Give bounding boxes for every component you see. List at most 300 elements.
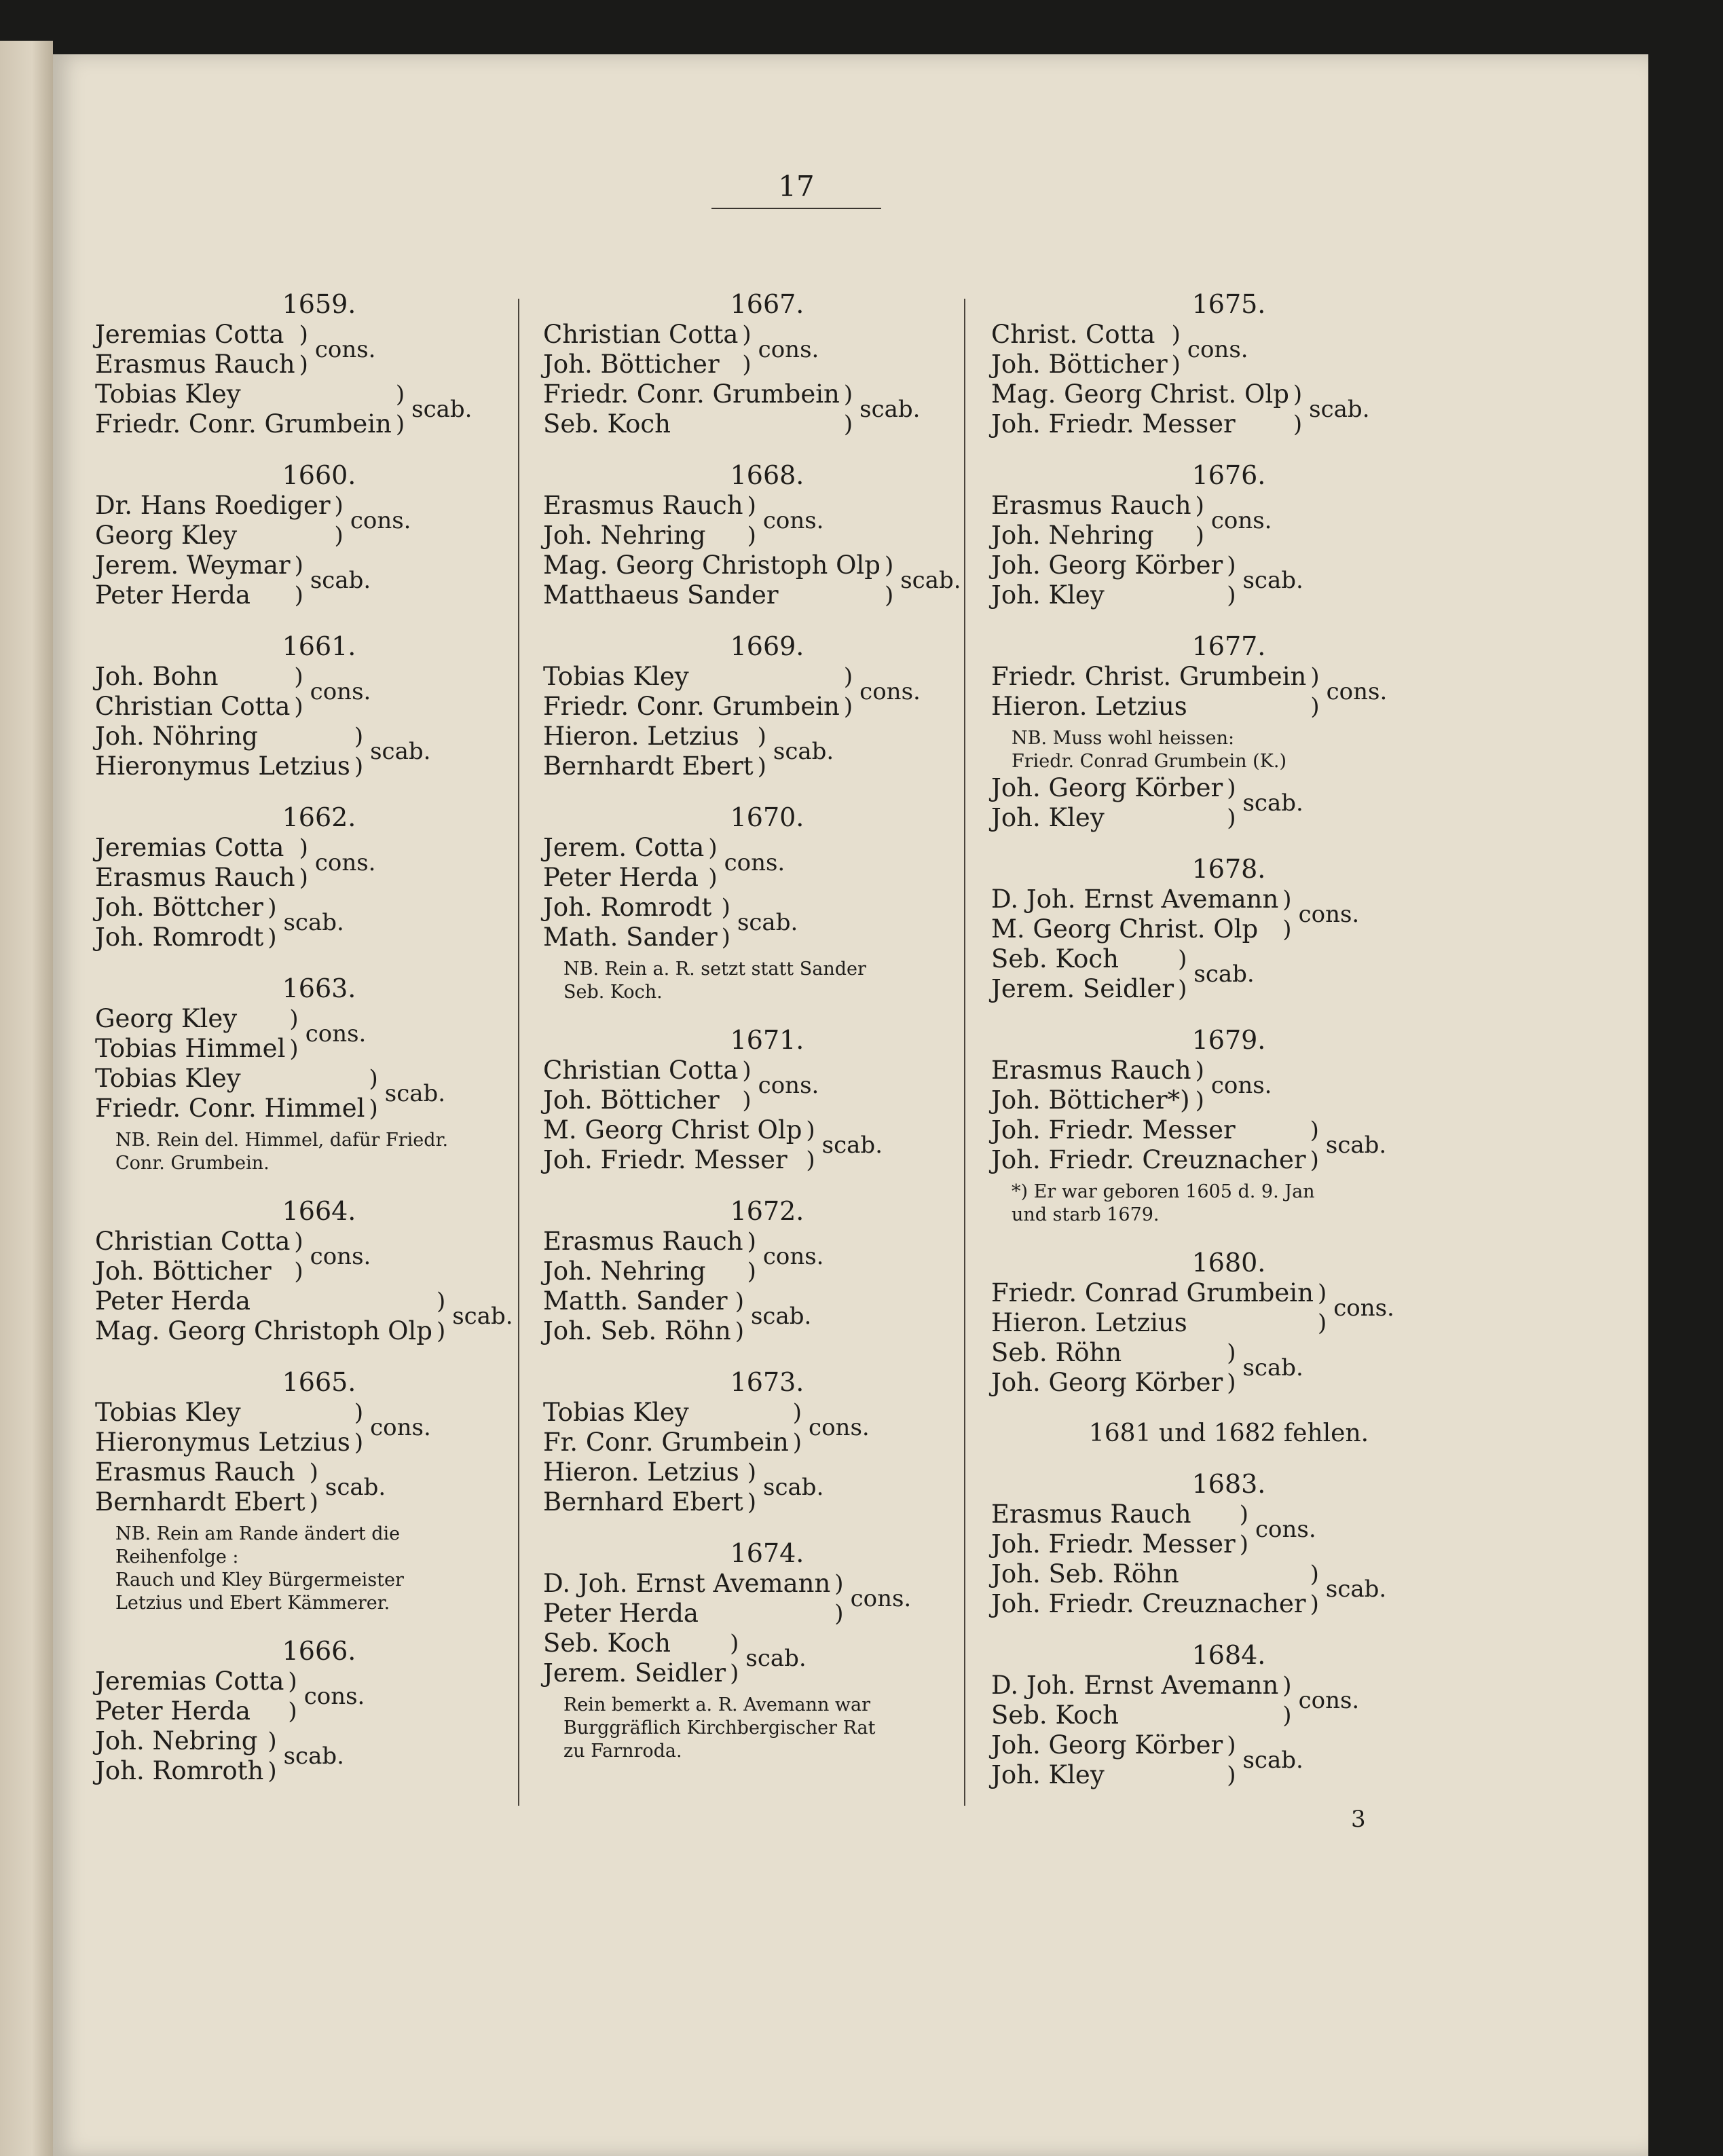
officer-names bbox=[95, 1398, 350, 1457]
officer-name: Joh. Kley bbox=[991, 580, 1105, 610]
officer-name: Friedr. Conr. Grumbein bbox=[95, 409, 392, 439]
office-role: scab. bbox=[411, 396, 473, 423]
officer-name: Erasmus Rauch bbox=[95, 1457, 295, 1487]
officer-name: Erasmus Rauch bbox=[543, 491, 743, 520]
officer-group bbox=[991, 320, 1466, 379]
officer-group bbox=[95, 893, 543, 952]
officer-names bbox=[95, 1227, 290, 1286]
officer-group bbox=[543, 833, 991, 893]
officer-group bbox=[95, 662, 543, 722]
brace-mark: ) ) bbox=[742, 1057, 752, 1114]
office-role: scab. bbox=[737, 909, 798, 936]
year-heading: 1659. bbox=[282, 289, 356, 319]
officer-group bbox=[95, 379, 543, 439]
officer-names bbox=[95, 320, 295, 379]
officer-name: Joh. Kley bbox=[991, 1760, 1105, 1789]
officer-name: M. Georg Christ Olp bbox=[543, 1115, 802, 1145]
brace-mark: ) ) bbox=[289, 1005, 299, 1062]
officer-group bbox=[991, 662, 1466, 722]
officer-group bbox=[991, 1559, 1466, 1619]
brace-mark: ) ) bbox=[1310, 1117, 1319, 1174]
officer-name: D. Joh. Ernst Avemann bbox=[543, 1569, 831, 1598]
year-block bbox=[991, 853, 1466, 1004]
brace-mark: ) ) bbox=[1227, 552, 1236, 609]
officer-names bbox=[991, 773, 1223, 833]
officer-names bbox=[95, 1667, 284, 1726]
officer-names bbox=[95, 551, 291, 610]
office-role: scab. bbox=[1193, 961, 1255, 988]
office-role: cons. bbox=[1298, 1687, 1360, 1714]
officer-name: Joh. Nebring bbox=[95, 1726, 258, 1755]
office-role: cons. bbox=[310, 1243, 371, 1270]
officer-name: Matthaeus Sander bbox=[543, 580, 779, 610]
office-role: cons. bbox=[314, 336, 376, 363]
officer-name: M. Georg Christ. Olp bbox=[991, 914, 1259, 944]
officer-names bbox=[543, 893, 718, 952]
officer-name: Math. Sander bbox=[543, 923, 718, 952]
office-role: cons. bbox=[1210, 1072, 1272, 1099]
brace-mark: ) ) bbox=[757, 723, 766, 780]
office-role: scab. bbox=[325, 1474, 386, 1501]
officer-names bbox=[543, 833, 704, 893]
brace-mark: ) ) bbox=[294, 552, 303, 609]
officer-names bbox=[991, 885, 1278, 944]
office-role: scab. bbox=[283, 909, 344, 936]
officer-names bbox=[991, 1278, 1314, 1338]
footnote-line: Friedr. Conrad Grumbein (K.) bbox=[1012, 751, 1286, 772]
officer-names bbox=[95, 491, 331, 551]
year-block bbox=[991, 289, 1466, 439]
year-block bbox=[95, 973, 543, 1175]
office-role: scab. bbox=[1242, 789, 1303, 817]
office-role: cons. bbox=[1255, 1516, 1316, 1543]
brace-mark: ) ) bbox=[354, 1399, 364, 1456]
brace-mark: ) ) bbox=[267, 1728, 277, 1785]
officer-group bbox=[95, 491, 543, 551]
officer-group bbox=[543, 1629, 991, 1688]
officer-names bbox=[991, 1671, 1278, 1730]
brace-mark: ) ) bbox=[1171, 321, 1181, 378]
brace-mark: ) ) bbox=[747, 492, 756, 549]
column-2 bbox=[543, 289, 991, 1783]
officer-names bbox=[991, 662, 1306, 722]
brace-mark: ) ) bbox=[1227, 1732, 1236, 1789]
office-role: cons. bbox=[350, 507, 411, 534]
officer-name: Erasmus Rauch bbox=[543, 1227, 743, 1256]
officer-name: Jeremias Cotta bbox=[95, 320, 284, 349]
officer-name: Bernhardt Ebert bbox=[95, 1487, 305, 1517]
officer-group bbox=[991, 1730, 1466, 1790]
officer-group bbox=[543, 722, 991, 781]
year-block bbox=[95, 1367, 543, 1615]
officer-names bbox=[95, 893, 263, 952]
year-heading: 1672. bbox=[730, 1196, 804, 1226]
officer-name: Christian Cotta bbox=[543, 1056, 739, 1085]
office-role: scab. bbox=[821, 1132, 883, 1159]
officer-group bbox=[543, 491, 991, 551]
office-role: scab. bbox=[384, 1080, 446, 1107]
office-role: scab. bbox=[900, 567, 961, 594]
officer-names bbox=[543, 1286, 731, 1346]
office-role: scab. bbox=[773, 738, 834, 765]
officer-group bbox=[991, 1115, 1466, 1175]
year-block bbox=[991, 1247, 1466, 1398]
year-heading: 1662. bbox=[282, 802, 356, 832]
officer-name: Peter Herda bbox=[543, 863, 699, 892]
officer-name: Peter Herda bbox=[95, 1286, 251, 1316]
officer-name: Georg Kley bbox=[95, 1004, 238, 1033]
office-role: scab. bbox=[1242, 1747, 1303, 1774]
year-heading: 1669. bbox=[730, 631, 804, 661]
officer-group bbox=[95, 1398, 543, 1457]
officer-name: Joh. Romrodt bbox=[543, 893, 712, 922]
officer-name: Joh. Bötticher bbox=[543, 1085, 720, 1115]
footnote-line: NB. Rein a. R. setzt statt Sander bbox=[563, 959, 866, 980]
brace-mark: ) ) bbox=[721, 894, 730, 951]
officer-names bbox=[991, 551, 1223, 610]
officer-group bbox=[543, 893, 991, 952]
year-heading: 1670. bbox=[730, 802, 804, 832]
officer-group bbox=[543, 551, 991, 610]
brace-mark: ) ) bbox=[1282, 886, 1292, 943]
officer-name: Seb. Röhn bbox=[991, 1338, 1122, 1367]
officer-names bbox=[95, 833, 295, 893]
year-heading: 1675. bbox=[1191, 289, 1266, 319]
officer-name: Seb. Koch bbox=[543, 409, 671, 439]
brace-mark: ) ) bbox=[884, 552, 894, 609]
officer-names bbox=[95, 1457, 305, 1517]
officer-name: Erasmus Rauch bbox=[95, 863, 295, 892]
brace-mark: ) ) bbox=[1293, 381, 1303, 438]
footnote bbox=[115, 1523, 543, 1615]
officer-group bbox=[95, 1286, 543, 1346]
officer-names bbox=[991, 320, 1168, 379]
year-block bbox=[543, 1538, 991, 1763]
office-role: scab. bbox=[310, 567, 371, 594]
officer-name: Friedr. Christ. Grumbein bbox=[991, 662, 1307, 691]
officer-name: Tobias Kley bbox=[543, 662, 689, 691]
officer-name: Joh. Romroth bbox=[95, 1756, 264, 1785]
officer-names bbox=[543, 1398, 789, 1457]
brace-mark: ) ) bbox=[730, 1630, 739, 1687]
year-block bbox=[95, 1195, 543, 1346]
brace-mark: ) ) bbox=[288, 1668, 297, 1725]
column-3 bbox=[991, 289, 1466, 1810]
officer-name: Dr. Hans Roediger bbox=[95, 491, 331, 520]
officer-name: Joh. Romrodt bbox=[95, 923, 264, 952]
footnote-line: NB. Muss wohl heissen: bbox=[1012, 728, 1235, 749]
officer-group bbox=[95, 1726, 543, 1786]
office-role: cons. bbox=[809, 1414, 870, 1441]
year-heading: 1673. bbox=[730, 1367, 804, 1397]
office-role: scab. bbox=[763, 1474, 824, 1501]
officer-names bbox=[991, 944, 1174, 1004]
officer-group bbox=[991, 379, 1466, 439]
year-heading: 1663. bbox=[282, 973, 356, 1003]
officer-name: D. Joh. Ernst Avemann bbox=[991, 885, 1279, 914]
footnote-line: *) Er war geboren 1605 d. 9. Jan bbox=[1012, 1181, 1315, 1202]
officer-name: Erasmus Rauch bbox=[991, 1056, 1191, 1085]
officer-name: Georg Kley bbox=[95, 521, 238, 550]
office-role: cons. bbox=[370, 1414, 431, 1441]
office-role: scab. bbox=[370, 738, 431, 765]
year-heading: 1667. bbox=[730, 289, 804, 319]
officer-names bbox=[543, 1056, 738, 1115]
officer-name: Joh. Friedr. Creuznacher bbox=[991, 1145, 1306, 1174]
officer-name: D. Joh. Ernst Avemann bbox=[991, 1671, 1279, 1700]
officer-name: Joh. Bohn bbox=[95, 662, 219, 691]
footnote bbox=[1012, 727, 1466, 773]
year-heading: 1664. bbox=[282, 1196, 356, 1226]
officer-name: Peter Herda bbox=[95, 1696, 251, 1726]
year-heading: 1679. bbox=[1191, 1025, 1266, 1055]
officer-group bbox=[543, 320, 991, 379]
year-block bbox=[543, 289, 991, 439]
brace-mark: ) ) bbox=[1282, 1672, 1292, 1729]
officer-name: Hieron. Letzius bbox=[543, 1457, 739, 1487]
officer-name: Joh. Georg Körber bbox=[991, 1368, 1223, 1397]
officer-name: Peter Herda bbox=[543, 1599, 699, 1628]
office-role: scab. bbox=[452, 1303, 513, 1330]
footnote-line: zu Farnroda. bbox=[563, 1741, 682, 1762]
year-heading: 1678. bbox=[1191, 854, 1266, 884]
office-role: cons. bbox=[850, 1585, 912, 1612]
footnote bbox=[563, 958, 991, 1004]
brace-mark: ) ) bbox=[1195, 492, 1204, 549]
office-role: cons. bbox=[1298, 901, 1360, 928]
brace-mark: ) ) bbox=[806, 1117, 815, 1174]
officer-group bbox=[991, 551, 1466, 610]
brace-mark: ) ) bbox=[1317, 1280, 1327, 1337]
officer-name: Hieron. Letzius bbox=[991, 1308, 1187, 1337]
officer-name: Joh. Kley bbox=[991, 803, 1105, 832]
footnote-line: NB. Rein am Rande ändert die bbox=[115, 1523, 401, 1544]
officer-group bbox=[991, 1278, 1466, 1338]
office-role: scab. bbox=[1325, 1132, 1387, 1159]
footnote-line: Rauch und Kley Bürgermeister bbox=[115, 1569, 404, 1591]
year-block bbox=[95, 631, 543, 781]
officer-name: Tobias Kley bbox=[95, 1064, 241, 1093]
officer-group bbox=[543, 1398, 991, 1457]
office-role: cons. bbox=[762, 507, 824, 534]
office-role: cons. bbox=[758, 336, 819, 363]
officer-name: Joh. Bötticher*) bbox=[991, 1085, 1190, 1115]
officer-group bbox=[95, 1457, 543, 1517]
officer-name: Friedr. Conr. Grumbein bbox=[543, 379, 840, 409]
office-role: cons. bbox=[724, 849, 785, 876]
officer-name: Jerem. Cotta bbox=[543, 833, 705, 862]
signature-mark: 3 bbox=[1351, 1806, 1366, 1833]
officer-name: Joh. Seb. Röhn bbox=[991, 1559, 1179, 1588]
officer-name: Jeremias Cotta bbox=[95, 1667, 284, 1696]
officer-names bbox=[95, 1004, 285, 1064]
officer-name: Erasmus Rauch bbox=[991, 1500, 1191, 1529]
officer-group bbox=[95, 833, 543, 893]
office-role: scab. bbox=[1242, 1354, 1303, 1381]
officer-group bbox=[543, 379, 991, 439]
brace-mark: ) ) bbox=[1195, 1057, 1204, 1114]
officer-group bbox=[95, 1004, 543, 1064]
officer-group bbox=[95, 1227, 543, 1286]
officer-group bbox=[543, 1569, 991, 1629]
officer-name: Hieron. Letzius bbox=[543, 722, 739, 751]
office-role: cons. bbox=[314, 849, 376, 876]
officer-name: Erasmus Rauch bbox=[95, 350, 295, 379]
year-heading: 1676. bbox=[1191, 460, 1266, 490]
officer-name: Friedr. Conr. Himmel bbox=[95, 1094, 365, 1123]
year-heading: 1674. bbox=[730, 1538, 804, 1568]
officer-names bbox=[991, 1730, 1223, 1790]
officer-names bbox=[991, 1500, 1236, 1559]
year-block bbox=[95, 1635, 543, 1786]
officer-group bbox=[95, 320, 543, 379]
officer-names bbox=[543, 320, 738, 379]
office-role: scab. bbox=[283, 1743, 344, 1770]
year-heading: 1666. bbox=[282, 1636, 356, 1666]
officer-name: Joh. Friedr. Messer bbox=[991, 1529, 1236, 1559]
year-block bbox=[543, 460, 991, 610]
brace-mark: ) ) bbox=[834, 1570, 844, 1627]
brace-mark: ) ) bbox=[747, 1228, 756, 1285]
year-heading: 1680. bbox=[1191, 1248, 1266, 1278]
year-block bbox=[95, 289, 543, 439]
officer-group bbox=[991, 1338, 1466, 1398]
officer-name: Friedr. Conr. Grumbein bbox=[543, 692, 840, 721]
officer-names bbox=[991, 1115, 1306, 1175]
officer-name: Tobias Kley bbox=[95, 1398, 241, 1427]
officer-group bbox=[543, 662, 991, 722]
footnote-line: Reihenfolge : bbox=[115, 1546, 239, 1567]
officer-name: Joh. Nehring bbox=[991, 521, 1154, 550]
office-role: cons. bbox=[1333, 1295, 1394, 1322]
brace-mark: ) ) bbox=[299, 321, 308, 378]
officer-names bbox=[543, 722, 754, 781]
footnote bbox=[563, 1694, 991, 1763]
year-block bbox=[95, 802, 543, 952]
officer-name: Hieronymus Letzius bbox=[95, 751, 350, 781]
year-heading: 1661. bbox=[282, 631, 356, 661]
year-heading: 1671. bbox=[730, 1025, 804, 1055]
officer-name: Fr. Conr. Grumbein bbox=[543, 1428, 789, 1457]
year-heading: 1677. bbox=[1191, 631, 1266, 661]
brace-mark: ) ) bbox=[1239, 1501, 1248, 1558]
officer-name: Seb. Koch bbox=[991, 1700, 1119, 1730]
officer-name: Tobias Kley bbox=[95, 379, 241, 409]
officer-name: Joh. Böttcher bbox=[95, 893, 263, 922]
officer-names bbox=[991, 1559, 1306, 1619]
officer-group bbox=[991, 1056, 1466, 1115]
year-block bbox=[543, 631, 991, 781]
brace-mark: ) ) bbox=[334, 492, 344, 549]
year-block bbox=[543, 1195, 991, 1346]
officer-group bbox=[991, 1500, 1466, 1559]
officer-name: Matth. Sander bbox=[543, 1286, 728, 1316]
officer-name: Christian Cotta bbox=[543, 320, 739, 349]
officer-group bbox=[543, 1457, 991, 1517]
brace-mark: ) ) bbox=[299, 834, 308, 891]
officer-names bbox=[543, 379, 840, 439]
officer-group bbox=[991, 773, 1466, 833]
officer-name: Mag. Georg Christoph Olp bbox=[95, 1316, 432, 1345]
office-role: cons. bbox=[1326, 678, 1388, 705]
officer-names bbox=[95, 379, 392, 439]
brace-mark: ) ) bbox=[1178, 946, 1187, 1003]
officer-names bbox=[543, 1227, 743, 1286]
year-block bbox=[95, 460, 543, 610]
officer-group bbox=[95, 1667, 543, 1726]
officer-name: Joh. Nehring bbox=[543, 1257, 706, 1286]
officer-group bbox=[543, 1286, 991, 1346]
brace-mark: ) ) bbox=[354, 723, 364, 780]
officer-names bbox=[543, 1629, 726, 1688]
footnote-line: Conr. Grumbein. bbox=[115, 1153, 270, 1174]
officer-name: Joh. Georg Körber bbox=[991, 551, 1223, 580]
brace-mark: ) ) bbox=[843, 381, 853, 438]
office-role: scab. bbox=[1242, 567, 1303, 594]
officer-name: Joh. Nöhring bbox=[95, 722, 258, 751]
officer-name: Joh. Friedr. Messer bbox=[543, 1145, 788, 1174]
brace-mark: ) ) bbox=[735, 1288, 744, 1345]
officer-name: Jeremias Cotta bbox=[95, 833, 284, 862]
year-block bbox=[991, 1024, 1466, 1227]
officer-name: Joh. Bötticher bbox=[991, 350, 1168, 379]
column-1 bbox=[95, 289, 543, 1806]
officer-name: Seb. Koch bbox=[991, 944, 1119, 973]
year-heading: 1668. bbox=[730, 460, 804, 490]
office-role: cons. bbox=[305, 1020, 367, 1047]
officer-names bbox=[95, 722, 350, 781]
year-block bbox=[991, 1639, 1466, 1790]
officer-group bbox=[543, 1115, 991, 1175]
office-role: cons. bbox=[1210, 507, 1272, 534]
missing-years-note: 1681 und 1682 fehlen. bbox=[1088, 1419, 1369, 1447]
office-role: scab. bbox=[859, 396, 921, 423]
year-block bbox=[991, 1468, 1466, 1619]
year-block bbox=[543, 802, 991, 1004]
brace-mark: ) ) bbox=[294, 1228, 303, 1285]
office-role: scab. bbox=[1325, 1576, 1387, 1603]
brace-mark: ) ) bbox=[436, 1288, 446, 1345]
officer-names bbox=[543, 1115, 802, 1175]
officer-names bbox=[991, 379, 1289, 439]
footnote-line: Burggräflich Kirchbergischer Rat bbox=[563, 1717, 876, 1739]
brace-mark: ) ) bbox=[742, 321, 752, 378]
year-block bbox=[991, 631, 1466, 833]
officer-group bbox=[991, 944, 1466, 1004]
office-role: cons. bbox=[310, 678, 371, 705]
footnote-line: NB. Rein del. Himmel, dafür Friedr. bbox=[115, 1130, 449, 1151]
officer-group bbox=[95, 551, 543, 610]
officer-name: Joh. Friedr. Messer bbox=[991, 409, 1236, 439]
officer-name: Peter Herda bbox=[95, 580, 251, 610]
brace-mark: ) ) bbox=[1227, 775, 1236, 832]
officer-name: Friedr. Conrad Grumbein bbox=[991, 1278, 1314, 1307]
officer-name: Joh. Seb. Röhn bbox=[543, 1316, 731, 1345]
office-role: scab. bbox=[745, 1645, 807, 1672]
officer-name: Christian Cotta bbox=[95, 1227, 291, 1256]
brace-mark: ) ) bbox=[294, 663, 303, 720]
office-role: cons. bbox=[303, 1683, 365, 1710]
officer-names bbox=[543, 491, 743, 551]
page-number: 17 bbox=[778, 170, 815, 203]
officer-name: Jerem. Weymar bbox=[95, 551, 291, 580]
officer-name: Jerem. Seidler bbox=[991, 974, 1174, 1003]
footnote-line: und starb 1679. bbox=[1012, 1204, 1160, 1225]
brace-mark: ) ) bbox=[1227, 1339, 1236, 1396]
brace-mark: ) ) bbox=[747, 1459, 757, 1516]
officer-names bbox=[95, 1726, 263, 1786]
year-heading: 1660. bbox=[282, 460, 356, 490]
